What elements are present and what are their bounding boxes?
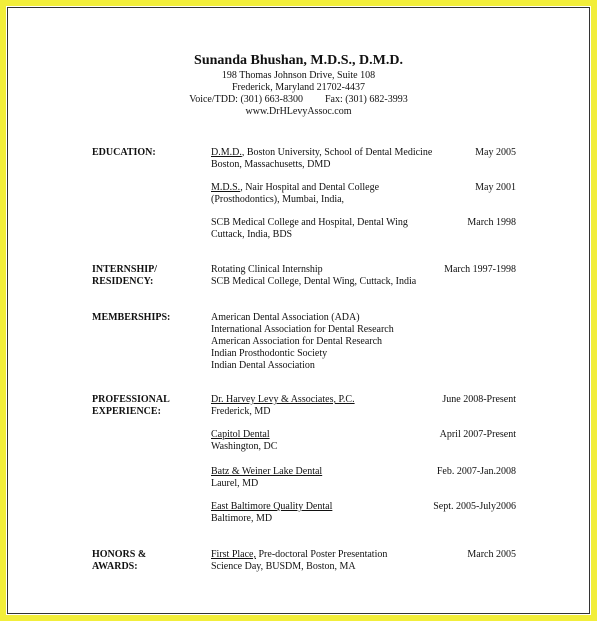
education-school: , Nair Hospital and Dental College [240,182,380,193]
award-event: Science Day, BUSDM, Boston, MA [211,561,356,572]
employer: Dr. Harvey Levy & Associates, P.C. [211,394,355,405]
honors-heading-line1: HONORS & [92,549,147,560]
internship-title: Rotating Clinical Internship [211,264,323,275]
degree: D.M.D. [211,147,242,158]
membership-item: Indian Dental Association [211,360,315,371]
address-line-2: Frederick, Maryland 21702-4437 [231,82,366,93]
education-detail: (Prosthodontics), Mumbai, India, [211,194,345,205]
education-entry [211,147,516,171]
experience-date: April 2007-Present [439,429,516,440]
employer-location: Frederick, MD [211,406,271,417]
website: www.DrHLevyAssoc.com [245,106,352,117]
employer: Capitol Dental [211,429,270,440]
education-school: , Boston University, School of Dental Medicine [241,147,433,158]
award-description: Pre-doctoral Poster Presentation [256,549,388,560]
experience-entry [211,429,516,453]
membership-item: American Association for Dental Research [211,336,383,347]
education-date: May 2005 [475,147,516,158]
honors-entry [211,549,516,573]
phone: Voice/TDD: (301) 663-8300 [189,94,303,105]
experience-entry [211,501,516,525]
membership-item: American Dental Association (ADA) [211,312,360,323]
experience-heading [92,394,170,418]
resume-name: Sunanda Bhushan, M.D.S., D.M.D. [194,53,403,68]
honors-heading [92,549,146,573]
internship-date: March 1997-1998 [444,264,516,275]
membership-item: Indian Prosthodontic Society [211,348,328,359]
degree: M.D.S. [211,182,241,193]
education-detail: Boston, Massachusetts, DMD [211,159,331,170]
education-school: SCB Medical College and Hospital, Dental Wing [211,217,408,228]
education-date: May 2001 [475,182,516,193]
contact-line [0,94,597,105]
experience-heading-line1: PROFESSIONAL [92,394,170,405]
fax: Fax: (301) 682-3993 [324,94,408,105]
employer-location: Baltimore, MD [211,513,273,524]
internship-heading [92,264,157,288]
experience-date: Feb. 2007-Jan.2008 [436,466,516,477]
internship-place: SCB Medical College, Dental Wing, Cuttack, India [211,276,417,287]
award-title: First Place, [211,549,256,560]
experience-date: Sept. 2005-July2006 [433,501,516,512]
education-entry [211,182,516,206]
education-entry [211,217,516,241]
employer: Batz & Weiner Lake Dental [211,466,323,477]
internship-heading-line2: RESIDENCY: [92,276,154,287]
employer-location: Laurel, MD [211,478,259,489]
honors-heading-line2: AWARDS: [92,561,138,572]
experience-date: June 2008-Present [442,394,516,405]
experience-entry [211,394,516,418]
employer-location: Washington, DC [211,441,278,452]
education-heading: EDUCATION: [92,147,156,158]
address-line-1: 198 Thomas Johnson Drive, Suite 108 [221,70,376,81]
experience-entry [211,466,516,490]
memberships-list [211,312,516,372]
education-date: March 1998 [467,217,516,228]
internship-heading-line1: INTERNSHIP/ [92,264,158,275]
memberships-heading: MEMBERSHIPS: [92,312,171,323]
membership-item: International Association for Dental Research [211,324,394,335]
award-date: March 2005 [467,549,516,560]
internship-entry [211,264,516,288]
employer: East Baltimore Quality Dental [211,501,333,512]
education-detail: Cuttack, India, BDS [211,229,293,240]
experience-heading-line2: EXPERIENCE: [92,406,161,417]
